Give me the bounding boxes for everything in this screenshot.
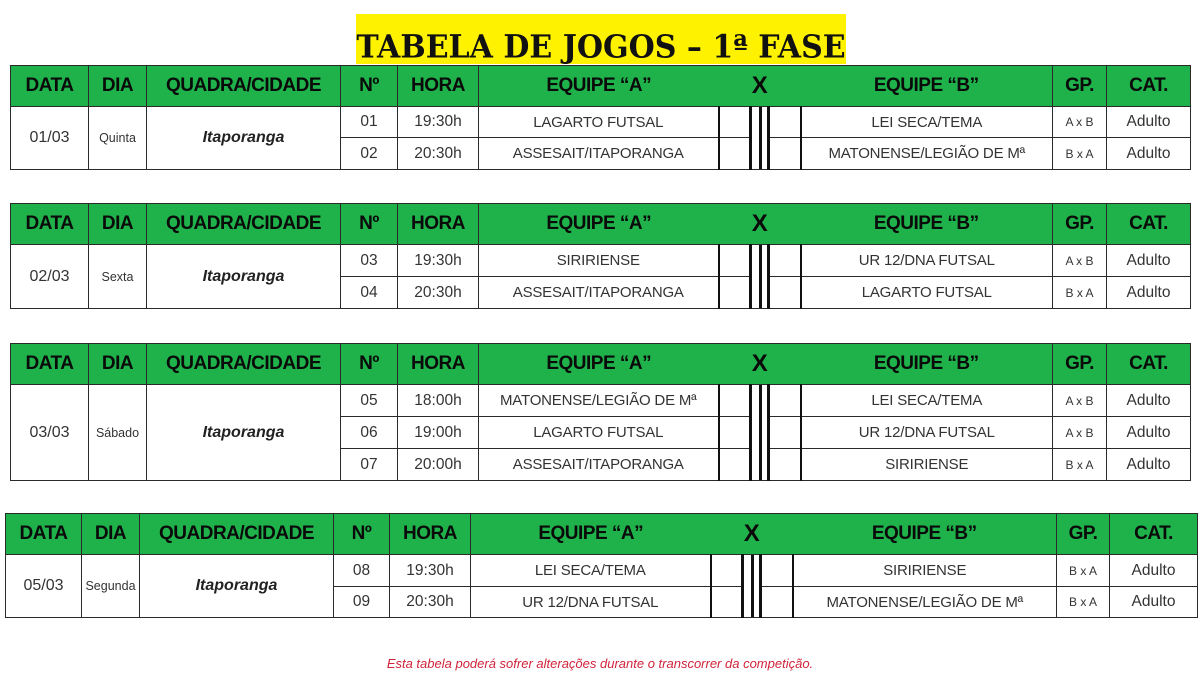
footer-disclaimer: Esta tabela poderá sofrer alterações durante o transcorrer da competição.	[386, 656, 814, 671]
game-time: 20:00h	[398, 449, 479, 481]
game-number: 02	[341, 138, 398, 170]
score-a-box	[719, 138, 751, 170]
venue-cell: Itaporanga	[147, 385, 341, 481]
header-hora: HORA	[398, 66, 479, 107]
team-a: LAGARTO FUTSAL	[479, 417, 719, 449]
table-row	[11, 385, 1191, 417]
page-title: TABELA DE JOGOS – 1ª FASE	[356, 29, 846, 66]
venue-cell: Itaporanga	[147, 245, 341, 309]
versus-divider	[751, 107, 769, 170]
team-b: LEI SECA/TEMA	[801, 107, 1053, 138]
group-cell: A x B	[1053, 107, 1107, 138]
score-a-box	[711, 555, 743, 587]
category-cell: Adulto	[1107, 107, 1191, 138]
header-hora: HORA	[390, 514, 471, 555]
team-a: UR 12/DNA FUTSAL	[471, 587, 711, 618]
score-a-box	[719, 417, 751, 449]
team-b: LEI SECA/TEMA	[801, 385, 1053, 417]
score-b-box	[769, 449, 801, 481]
header-numero: Nº	[341, 344, 398, 385]
header-hora: HORA	[398, 204, 479, 245]
team-b: UR 12/DNA FUTSAL	[801, 245, 1053, 277]
day-cell: Sábado	[89, 385, 147, 481]
team-b: MATONENSE/LEGIÃO DE Mª	[801, 138, 1053, 170]
header-equipe-b: EQUIPE “B”	[801, 66, 1053, 107]
score-a-box	[719, 245, 751, 277]
header-equipe-a: EQUIPE “A”	[479, 66, 719, 107]
header-gp: GP.	[1053, 66, 1107, 107]
team-a: ASSESAIT/ITAPORANGA	[479, 277, 719, 309]
team-a: LAGARTO FUTSAL	[479, 107, 719, 138]
header-equipe-a: EQUIPE “A”	[479, 204, 719, 245]
group-cell: B x A	[1053, 138, 1107, 170]
table-row	[11, 107, 1191, 138]
schedule-table-day-3	[10, 343, 1191, 481]
team-a: LEI SECA/TEMA	[471, 555, 711, 587]
score-a-box	[719, 449, 751, 481]
date-cell: 02/03	[11, 245, 89, 309]
header-dia: DIA	[82, 514, 140, 555]
team-b: MATONENSE/LEGIÃO DE Mª	[793, 587, 1057, 618]
day-cell: Sexta	[89, 245, 147, 309]
score-b-box	[769, 385, 801, 417]
header-versus: X	[719, 344, 801, 385]
header-quadra: QUADRA/CIDADE	[140, 514, 334, 555]
date-cell: 03/03	[11, 385, 89, 481]
header-row	[6, 514, 1198, 555]
table-row	[11, 245, 1191, 277]
table-row	[6, 555, 1198, 587]
header-cat: CAT.	[1107, 204, 1191, 245]
versus-divider	[743, 555, 761, 618]
header-gp: GP.	[1053, 204, 1107, 245]
header-quadra: QUADRA/CIDADE	[147, 344, 341, 385]
game-time: 20:30h	[390, 587, 471, 618]
header-equipe-a: EQUIPE “A”	[479, 344, 719, 385]
group-cell: B x A	[1057, 587, 1110, 618]
header-gp: GP.	[1057, 514, 1110, 555]
header-gp: GP.	[1053, 344, 1107, 385]
header-versus: X	[719, 204, 801, 245]
team-a: ASSESAIT/ITAPORANGA	[479, 449, 719, 481]
venue-cell: Itaporanga	[147, 107, 341, 170]
score-a-box	[719, 385, 751, 417]
header-dia: DIA	[89, 66, 147, 107]
day-cell: Quinta	[89, 107, 147, 170]
header-row	[11, 66, 1191, 107]
category-cell: Adulto	[1107, 245, 1191, 277]
team-a: ASSESAIT/ITAPORANGA	[479, 138, 719, 170]
header-numero: Nº	[341, 66, 398, 107]
team-b: SIRIRIENSE	[801, 449, 1053, 481]
schedule-table-day-1	[10, 65, 1191, 170]
day-cell: Segunda	[82, 555, 140, 618]
header-data: DATA	[11, 204, 89, 245]
header-hora: HORA	[398, 344, 479, 385]
title-highlight	[356, 14, 846, 64]
header-dia: DIA	[89, 204, 147, 245]
score-b-box	[769, 277, 801, 309]
header-quadra: QUADRA/CIDADE	[147, 66, 341, 107]
versus-divider	[751, 245, 769, 309]
group-cell: B x A	[1053, 277, 1107, 309]
header-versus: X	[711, 514, 793, 555]
header-row	[11, 204, 1191, 245]
game-number: 07	[341, 449, 398, 481]
header-equipe-b: EQUIPE “B”	[801, 344, 1053, 385]
category-cell: Adulto	[1107, 277, 1191, 309]
header-data: DATA	[11, 66, 89, 107]
score-a-box	[719, 107, 751, 138]
score-b-box	[769, 107, 801, 138]
score-b-box	[769, 245, 801, 277]
group-cell: B x A	[1057, 555, 1110, 587]
header-data: DATA	[11, 344, 89, 385]
header-data: DATA	[6, 514, 82, 555]
header-row	[11, 344, 1191, 385]
group-cell: B x A	[1053, 449, 1107, 481]
header-numero: Nº	[334, 514, 390, 555]
team-b: LAGARTO FUTSAL	[801, 277, 1053, 309]
game-number: 04	[341, 277, 398, 309]
game-time: 19:30h	[398, 245, 479, 277]
score-b-box	[761, 555, 793, 587]
header-equipe-b: EQUIPE “B”	[793, 514, 1057, 555]
game-time: 20:30h	[398, 138, 479, 170]
score-b-box	[769, 138, 801, 170]
score-b-box	[761, 587, 793, 618]
game-number: 06	[341, 417, 398, 449]
date-cell: 01/03	[11, 107, 89, 170]
score-a-box	[719, 277, 751, 309]
game-number: 08	[334, 555, 390, 587]
venue-cell: Itaporanga	[140, 555, 334, 618]
date-cell: 05/03	[6, 555, 82, 618]
team-b: UR 12/DNA FUTSAL	[801, 417, 1053, 449]
team-a: MATONENSE/LEGIÃO DE Mª	[479, 385, 719, 417]
score-b-box	[769, 417, 801, 449]
team-a: SIRIRIENSE	[479, 245, 719, 277]
game-time: 19:30h	[398, 107, 479, 138]
category-cell: Adulto	[1107, 385, 1191, 417]
header-numero: Nº	[341, 204, 398, 245]
group-cell: A x B	[1053, 385, 1107, 417]
schedule-table-day-2	[10, 203, 1191, 309]
header-equipe-b: EQUIPE “B”	[801, 204, 1053, 245]
category-cell: Adulto	[1107, 138, 1191, 170]
game-time: 18:00h	[398, 385, 479, 417]
game-time: 20:30h	[398, 277, 479, 309]
versus-divider	[751, 385, 769, 481]
game-number: 03	[341, 245, 398, 277]
team-b: SIRIRIENSE	[793, 555, 1057, 587]
game-number: 05	[341, 385, 398, 417]
header-cat: CAT.	[1107, 344, 1191, 385]
header-quadra: QUADRA/CIDADE	[147, 204, 341, 245]
group-cell: A x B	[1053, 245, 1107, 277]
schedule-table-day-4	[5, 513, 1198, 618]
category-cell: Adulto	[1107, 449, 1191, 481]
game-time: 19:30h	[390, 555, 471, 587]
header-versus: X	[719, 66, 801, 107]
game-number: 09	[334, 587, 390, 618]
group-cell: A x B	[1053, 417, 1107, 449]
game-time: 19:00h	[398, 417, 479, 449]
header-cat: CAT.	[1110, 514, 1198, 555]
category-cell: Adulto	[1110, 587, 1198, 618]
category-cell: Adulto	[1110, 555, 1198, 587]
score-a-box	[711, 587, 743, 618]
header-cat: CAT.	[1107, 66, 1191, 107]
header-dia: DIA	[89, 344, 147, 385]
game-number: 01	[341, 107, 398, 138]
header-equipe-a: EQUIPE “A”	[471, 514, 711, 555]
category-cell: Adulto	[1107, 417, 1191, 449]
